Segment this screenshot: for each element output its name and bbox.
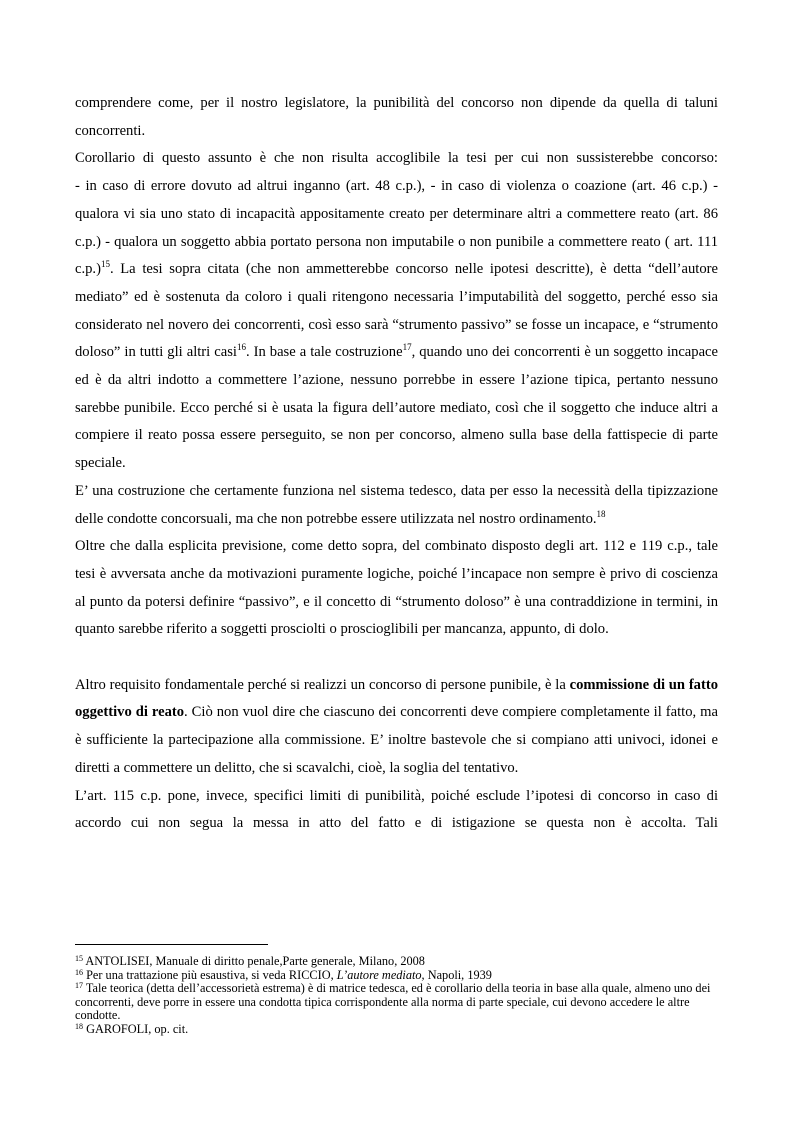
footnote-16 [75,969,718,983]
footnote-text-17: Tale teorica (detta dell’accessorietà estrema) è di matrice tedesca, ed è corollario della teoria in base alla quale, almeno uno dei concorrenti, deve porre in essere una condotta tipica corrispondente alla norma di parte speciale, cui devono accedere le altre condotte. [75,981,711,1023]
document-body [75,90,718,838]
paragraph-3 [75,173,718,478]
footnote-17 [75,982,718,1023]
footnote-text-16-italic: L’autore mediato, [336,967,425,982]
footnote-ref-15: 15 [100,259,110,270]
paragraph-5: Oltre che dalla esplicita previsione, come detto sopra, del combinato disposto degli art. 112 e 119 c.p., tale tesi è avversata anche da motivazioni puramente logiche, poiché l’incapace non sempre è privo di coscienza al punto da potersi definire “passivo”, e il concetto di “strumento doloso” è una contraddizione in termini, in quanto sarebbe riferito a soggetti prosciolti o proscioglibili per mancanza, appunto, di dolo. [75,538,718,638]
paragraph-6-text-a: Altro requisito fondamentale perché si realizzi un concorso di persone punibile, è la [75,676,570,693]
footnote-ref-17: 17 [402,342,412,353]
footnote-ref-18: 18 [596,508,606,519]
paragraph-7: L’art. 115 c.p. pone, invece, specifici limiti di punibilità, poiché esclude l’ipotesi di concorso in caso di accordo cui non segua la messa in atto del fatto e di istigazione se questa non è accolta. Tali [75,787,718,832]
paragraph-3-text-d: , quando uno dei concorrenti è un soggetto incapace ed è da altri indotto a commettere l’azione, nessuno porrebbe in essere l’azione tipica, pertanto nessuno sarebbe punibile. Ecco perché si è usata la figura dell’autore mediato, così che il soggetto che induce altri a compiere il reato possa essere perseguito, se non per concorso, almeno sulla base della fattispecie di parte speciale. [75,344,719,472]
paragraph-6 [75,672,718,783]
paragraph-4-text: E’ una costruzione che certamente funziona nel sistema tedesco, data per esso la necessità della tipizzazione delle condotte concorsuali, ma che non potrebbe essere utilizzata nel nostro ordinamento. [75,482,718,527]
paragraph-6-text-b: . Ciò non vuol dire che ciascuno dei concorrenti deve compiere completamente il fatto, ma è sufficiente la partecipazione alla commissione. E’ inoltre bastevole che si compiano atti univoci, idonei e diretti a commettere un delitto, che si scavalchi, cioè, la soglia del tentativo. [75,704,718,776]
paragraph-2: Corollario di questo assunto è che non risulta accoglibile la tesi per cui non sussisterebbe concorso: [75,150,718,167]
footnote-number-17: 17 [75,981,83,991]
paragraph-4 [75,478,718,533]
paragraph-6-bold: commissione di un fatto oggettivo di reato [75,676,718,721]
footnote-number-16: 16 [75,967,83,977]
footnote-number-15: 15 [75,954,83,963]
footnotes [75,955,718,1037]
footnote-15 [75,955,718,969]
paragraph-3-text-b: . La tesi sopra citata (che non ammetterebbe concorso nelle ipotesi descritte), è detta “dell’autore mediato” ed è sostenuta da coloro i quali ritengono necessaria l’imputabilità del soggetto, perché esso sia considerato nel novero dei concorrenti, così esso sarà “strumento passivo” se fosse un incapace, e “strumento doloso” in tutti gli altri casi [75,261,718,361]
footnote-separator [75,944,268,945]
footnote-text-16b: Napoli, 1939 [424,967,492,982]
paragraph-3-text-a: - in caso di errore dovuto ad altrui inganno (art. 48 c.p.), - in caso di violenza o coazione (art. 46 c.p.) - qualora vi sia uno stato di incapacità appositamente creato per determinare altri a commettere reato (art. 86 c.p.) - qualora un soggetto abbia portato persona non imputabile o non punibile a commettere reato ( art. 111 c.p.) [75,178,718,278]
footnote-text-16a: Per una trattazione più esaustiva, si veda RICCIO, [83,967,337,982]
paragraph-gap [75,644,718,672]
footnote-number-18: 18 [75,1021,83,1031]
footnote-18 [75,1023,718,1037]
footnote-text-15: ANTOLISEI, Manuale di diritto penale,Parte generale, Milano, 2008 [83,954,425,968]
paragraph-3-text-c: . In base a tale costruzione [245,344,403,361]
footnote-ref-16: 16 [236,342,246,353]
paragraph-1: comprendere come, per il nostro legislatore, la punibilità del concorso non dipende da quella di taluni concorrenti. [75,95,718,139]
footnote-text-18: GAROFOLI, op. cit. [83,1021,189,1036]
